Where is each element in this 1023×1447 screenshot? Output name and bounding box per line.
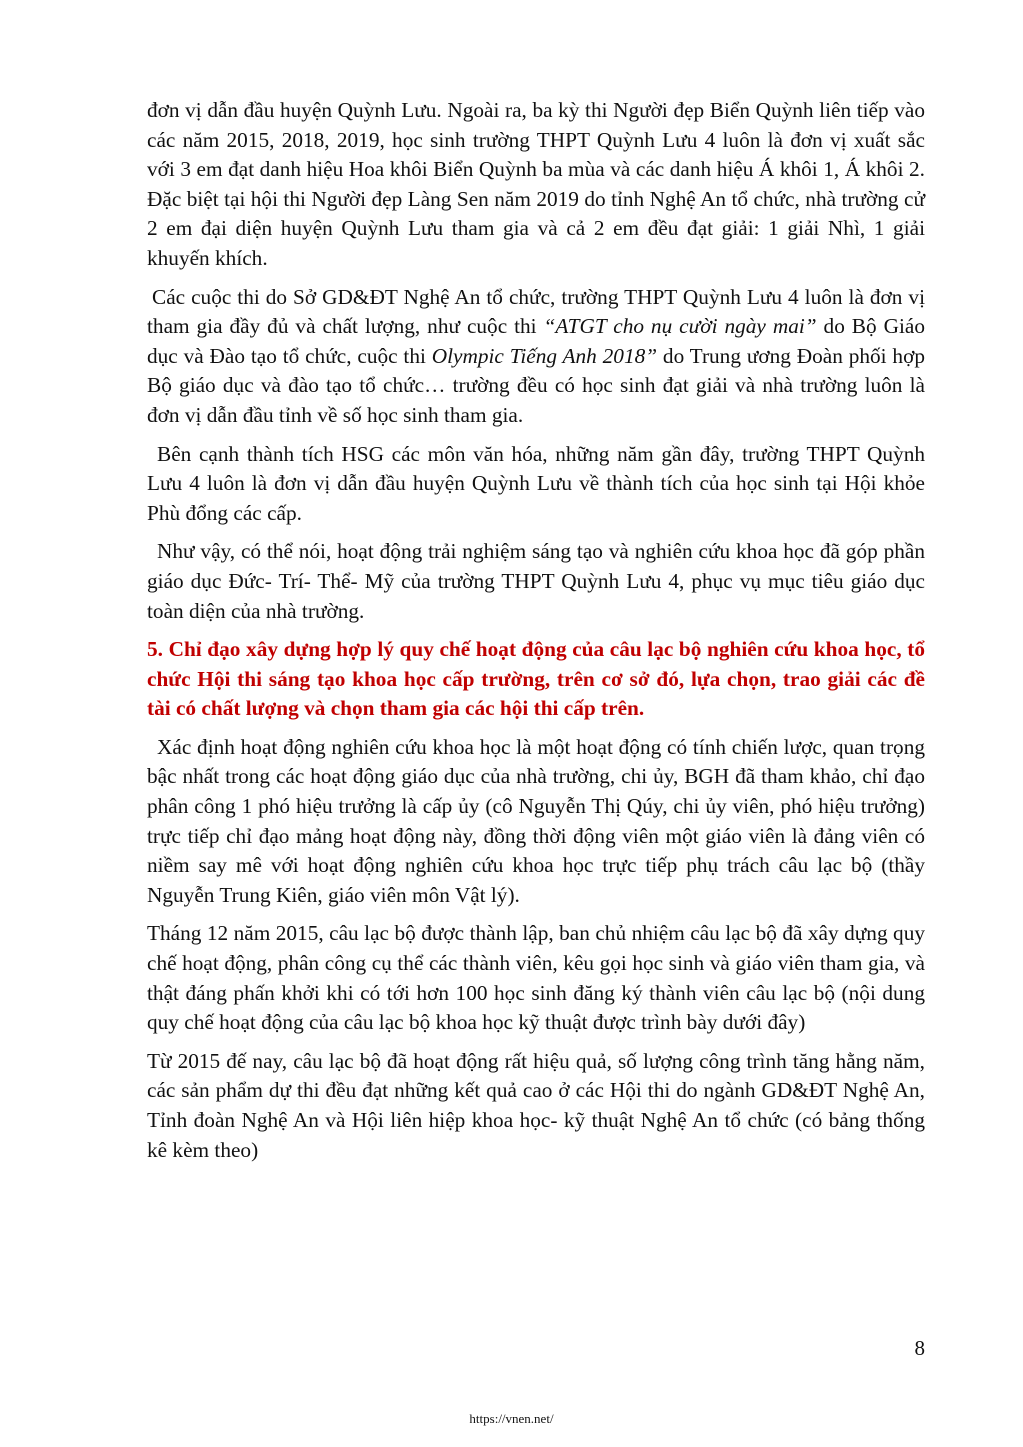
paragraph-2-text-1: Các cuộc thi do Sở GD&ĐT Nghệ An tổ chức, trường THPT Quỳnh Lưu 4 luôn là đơn vị tham gia đầy đủ và chất lượng, như cuộc thi <box>147 284 925 339</box>
paragraph-2-text-2: do Bộ Giáo dục và Đào tạo tổ chức, cuộc thi <box>147 314 925 368</box>
paragraph-5: Xác định hoạt động nghiên cứu khoa học là một hoạt động có tính chiến lược, quan trọng bậc nhất trong các hoạt động giáo dục của nhà trường, chi ủy, BGH đã tham khảo, chỉ đạo phân công 1 phó hiệu trưởng là cấp ủy (cô Nguyễn Thị Qúy, chi ủy viên, phó hiệu trưởng) trực tiếp chỉ đạo mảng hoạt động này, đồng thời động viên một giáo viên là đảng viên có niềm say mê với hoạt động nghiên cứu khoa học trực tiếp phụ trách câu lạc bộ (thầy Nguyễn Trung Kiên, giáo viên môn Vật lý). <box>147 734 925 907</box>
section-heading-5: 5. Chỉ đạo xây dựng hợp lý quy chế hoạt động của câu lạc bộ nghiên cứu khoa học, tổ chức Hội thi sáng tạo khoa học cấp trường, trên cơ sở đó, lựa chọn, trao giải các đề tài có chất lượng và chọn tham gia các hội thi cấp trên. <box>147 637 925 721</box>
paragraph-4: Như vậy, có thể nói, hoạt động trải nghiệm sáng tạo và nghiên cứu khoa học đã góp phần giáo dục Đức- Trí- Thể- Mỹ của trường THPT Quỳnh Lưu 4, phục vụ mục tiêu giáo dục toàn diện của nhà trường. <box>147 539 925 623</box>
paragraph-2-text-3: do Trung ương Đoàn phối hợp Bộ giáo dục và đào tạo tổ chức… trường đều có học sinh đạt giải và nhà trường luôn là đơn vị dẫn đầu tỉnh về số học sinh tham gia. <box>147 343 925 427</box>
document-body <box>147 96 925 1174</box>
paragraph-6: Tháng 12 năm 2015, câu lạc bộ được thành lập, ban chủ nhiệm câu lạc bộ đã xây dựng quy chế hoạt động, phân công cụ thể các thành viên, kêu gọi học sinh và giáo viên tham gia, và thật đáng phấn khởi khi có tới hơn 100 học sinh đăng ký thành viên câu lạc bộ (nội dung quy chế hoạt động của câu lạc bộ khoa học kỹ thuật được trình bày dưới đây) <box>147 921 925 1035</box>
footer-url[interactable]: https://vnen.net/ <box>469 1411 554 1426</box>
paragraph-2 <box>147 283 925 431</box>
page-number: 8 <box>914 1336 925 1360</box>
paragraph-7: Từ 2015 đế nay, câu lạc bộ đã hoạt động rất hiệu quả, số lượng công trình tăng hằng năm, các sản phẩm dự thi đều đạt những kết quả cao ở các Hội thi do ngành GD&ĐT Nghệ An, Tỉnh đoàn Nghệ An và Hội liên hiệp khoa học- kỹ thuật Nghệ An tổ chức (có bảng thống kê kèm theo) <box>147 1048 925 1162</box>
paragraph-1: đơn vị dẫn đầu huyện Quỳnh Lưu. Ngoài ra, ba kỳ thi Người đẹp Biển Quỳnh liên tiếp vào các năm 2015, 2018, 2019, học sinh trường THPT Quỳnh Lưu 4 luôn là đơn vị xuất sắc với 3 em đạt danh hiệu Hoa khôi Biển Quỳnh ba mùa và các danh hiệu Á khôi 1, Á khôi 2. Đặc biệt tại hội thi Người đẹp Làng Sen năm 2019 do tỉnh Nghệ An tổ chức, nhà trường cử 2 em đại diện huyện Quỳnh Lưu tham gia và cả 2 em đều đạt giải: 1 giải Nhì, 1 giải khuyến khích. <box>147 98 925 270</box>
paragraph-3: Bên cạnh thành tích HSG các môn văn hóa, những năm gần đây, trường THPT Quỳnh Lưu 4 luôn là đơn vị dẫn đầu huyện Quỳnh Lưu về thành tích của học sinh tại Hội khỏe Phù đổng các cấp. <box>147 441 925 525</box>
paragraph-2-contest-atgt: “ATGT cho nụ cười ngày mai” <box>543 314 817 339</box>
paragraph-2-contest-olympic: Olympic Tiếng Anh 2018” <box>431 343 658 368</box>
